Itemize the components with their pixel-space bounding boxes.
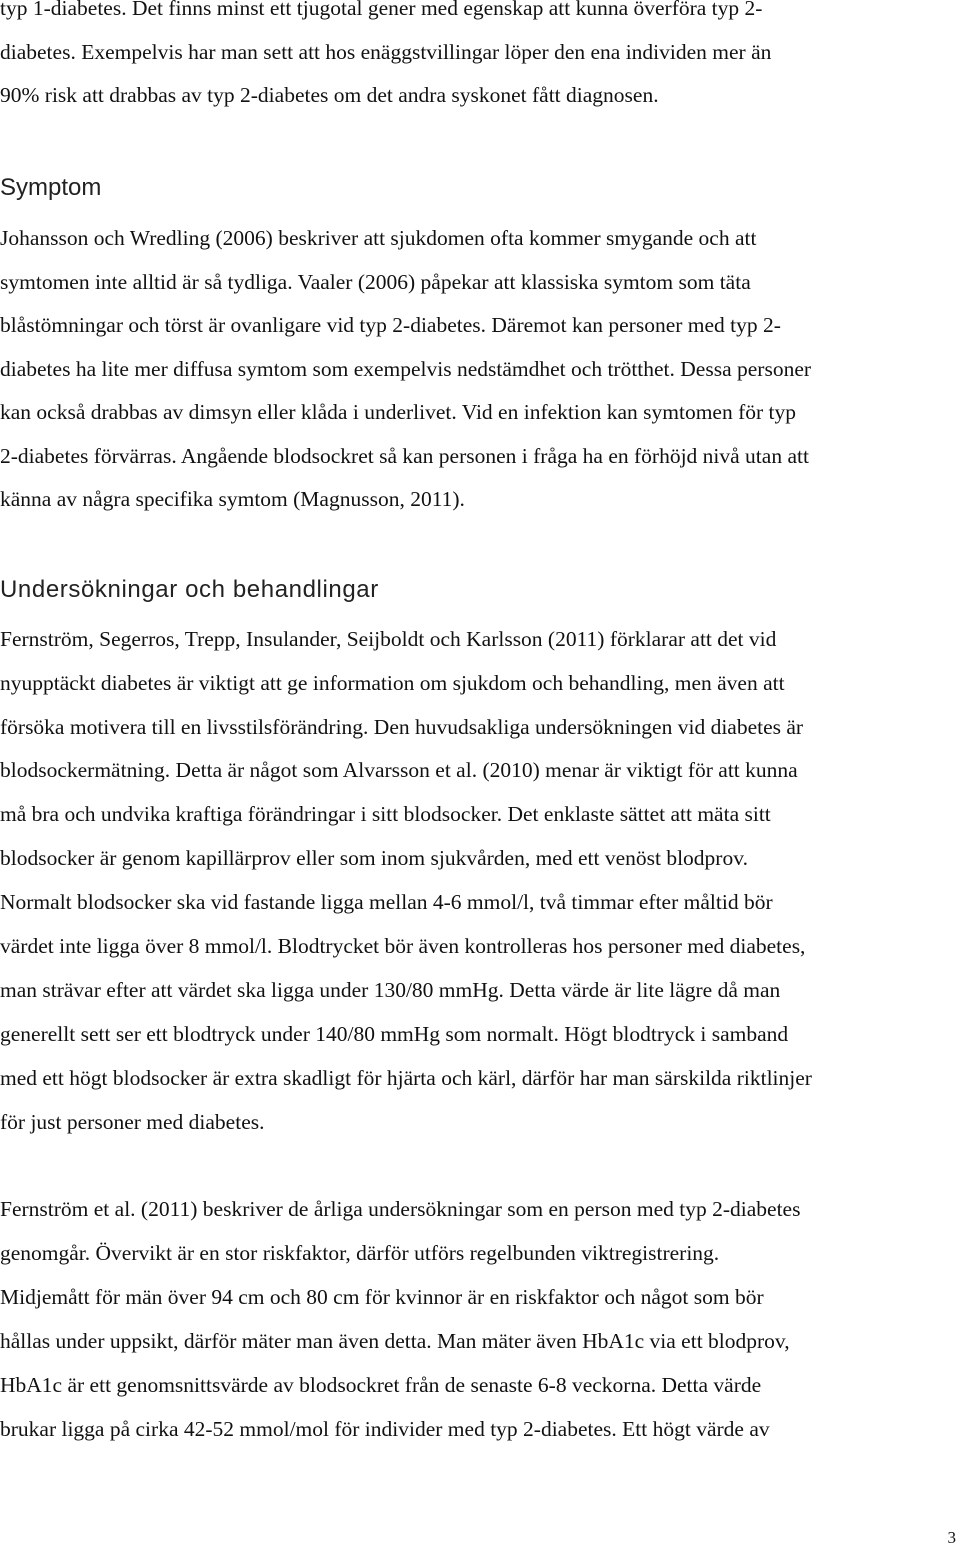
page-number: 3 [947, 1528, 956, 1547]
body-text-line: blåstömningar och törst är ovanligare vid typ 2-diabetes. Däremot kan personer med typ 2- [0, 313, 781, 337]
body-text-line: man strävar efter att värdet ska ligga under 130/80 mmHg. Detta värde är lite lägre då man [0, 978, 781, 1002]
body-text-line: Fernström et al. (2011) beskriver de årliga undersökningar som en person med typ 2-diabetes [0, 1197, 801, 1221]
body-text-line: HbA1c är ett genomsnittsvärde av blodsockret från de senaste 6-8 veckorna. Detta värde [0, 1373, 762, 1397]
body-text-line: försöka motivera till en livsstilsförändring. Den huvudsakliga undersökningen vid diabetes är [0, 715, 804, 739]
body-text-line: hållas under uppsikt, därför mäter man även detta. Man mäter även HbA1c via ett blodprov, [0, 1329, 790, 1353]
body-text-line: nyupptäckt diabetes är viktigt att ge information om sjukdom och behandling, men även att [0, 671, 785, 695]
body-text-line: genomgår. Övervikt är en stor riskfaktor, därför utförs regelbunden viktregistrering. [0, 1241, 720, 1265]
section-heading-undersokningar: Undersökningar och behandlingar [0, 576, 379, 603]
body-text-line: värdet inte ligga över 8 mmol/l. Blodtrycket bör även kontrolleras hos personer med diabetes, [0, 934, 806, 958]
body-text-line: må bra och undvika kraftiga förändringar i sitt blodsocker. Det enklaste sättet att mäta sitt [0, 802, 771, 826]
body-text-line: 2-diabetes förvärras. Angående blodsockret så kan personen i fråga ha en förhöjd nivå utan att [0, 444, 809, 468]
body-text-line: brukar ligga på cirka 42-52 mmol/mol för individer med typ 2-diabetes. Ett högt värde av [0, 1417, 770, 1441]
body-text-line: med ett högt blodsocker är extra skadligt för hjärta och kärl, därför har man särskilda riktlinjer [0, 1066, 812, 1090]
body-text-line: typ 1-diabetes. Det finns minst ett tjugotal gener med egenskap att kunna överföra typ 2- [0, 0, 763, 20]
body-text-line: diabetes. Exempelvis har man sett att hos enäggstvillingar löper den ena individen mer än [0, 40, 772, 64]
body-text-line: Fernström, Segerros, Trepp, Insulander, Seijboldt och Karlsson (2011) förklarar att det vid [0, 627, 777, 651]
body-text-line: för just personer med diabetes. [0, 1110, 265, 1134]
body-text-line: 90% risk att drabbas av typ 2-diabetes om det andra syskonet fått diagnosen. [0, 83, 659, 107]
body-text-line: Normalt blodsocker ska vid fastande ligga mellan 4-6 mmol/l, två timmar efter måltid bör [0, 890, 773, 914]
body-text-line: Johansson och Wredling (2006) beskriver att sjukdomen ofta kommer smygande och att [0, 226, 757, 250]
body-text-line: blodsocker är genom kapillärprov eller som inom sjukvården, med ett venöst blodprov. [0, 846, 748, 870]
body-text-line: blodsockermätning. Detta är något som Alvarsson et al. (2010) menar är viktigt för att kunna [0, 758, 798, 782]
body-text-line: känna av några specifika symtom (Magnusson, 2011). [0, 487, 465, 511]
body-text-line: kan också drabbas av dimsyn eller klåda i underlivet. Vid en infektion kan symtomen för typ [0, 400, 797, 424]
body-text-line: generellt sett ser ett blodtryck under 140/80 mmHg som normalt. Högt blodtryck i samband [0, 1022, 789, 1046]
body-text-line: symtomen inte alltid är så tydliga. Vaaler (2006) påpekar att klassiska symtom som täta [0, 270, 751, 294]
section-heading-symptom: Symptom [0, 174, 102, 201]
body-text-line: Midjemått för män över 94 cm och 80 cm för kvinnor är en riskfaktor och något som bör [0, 1285, 764, 1309]
body-text-line: diabetes ha lite mer diffusa symtom som exempelvis nedstämdhet och trötthet. Dessa personer [0, 357, 812, 381]
